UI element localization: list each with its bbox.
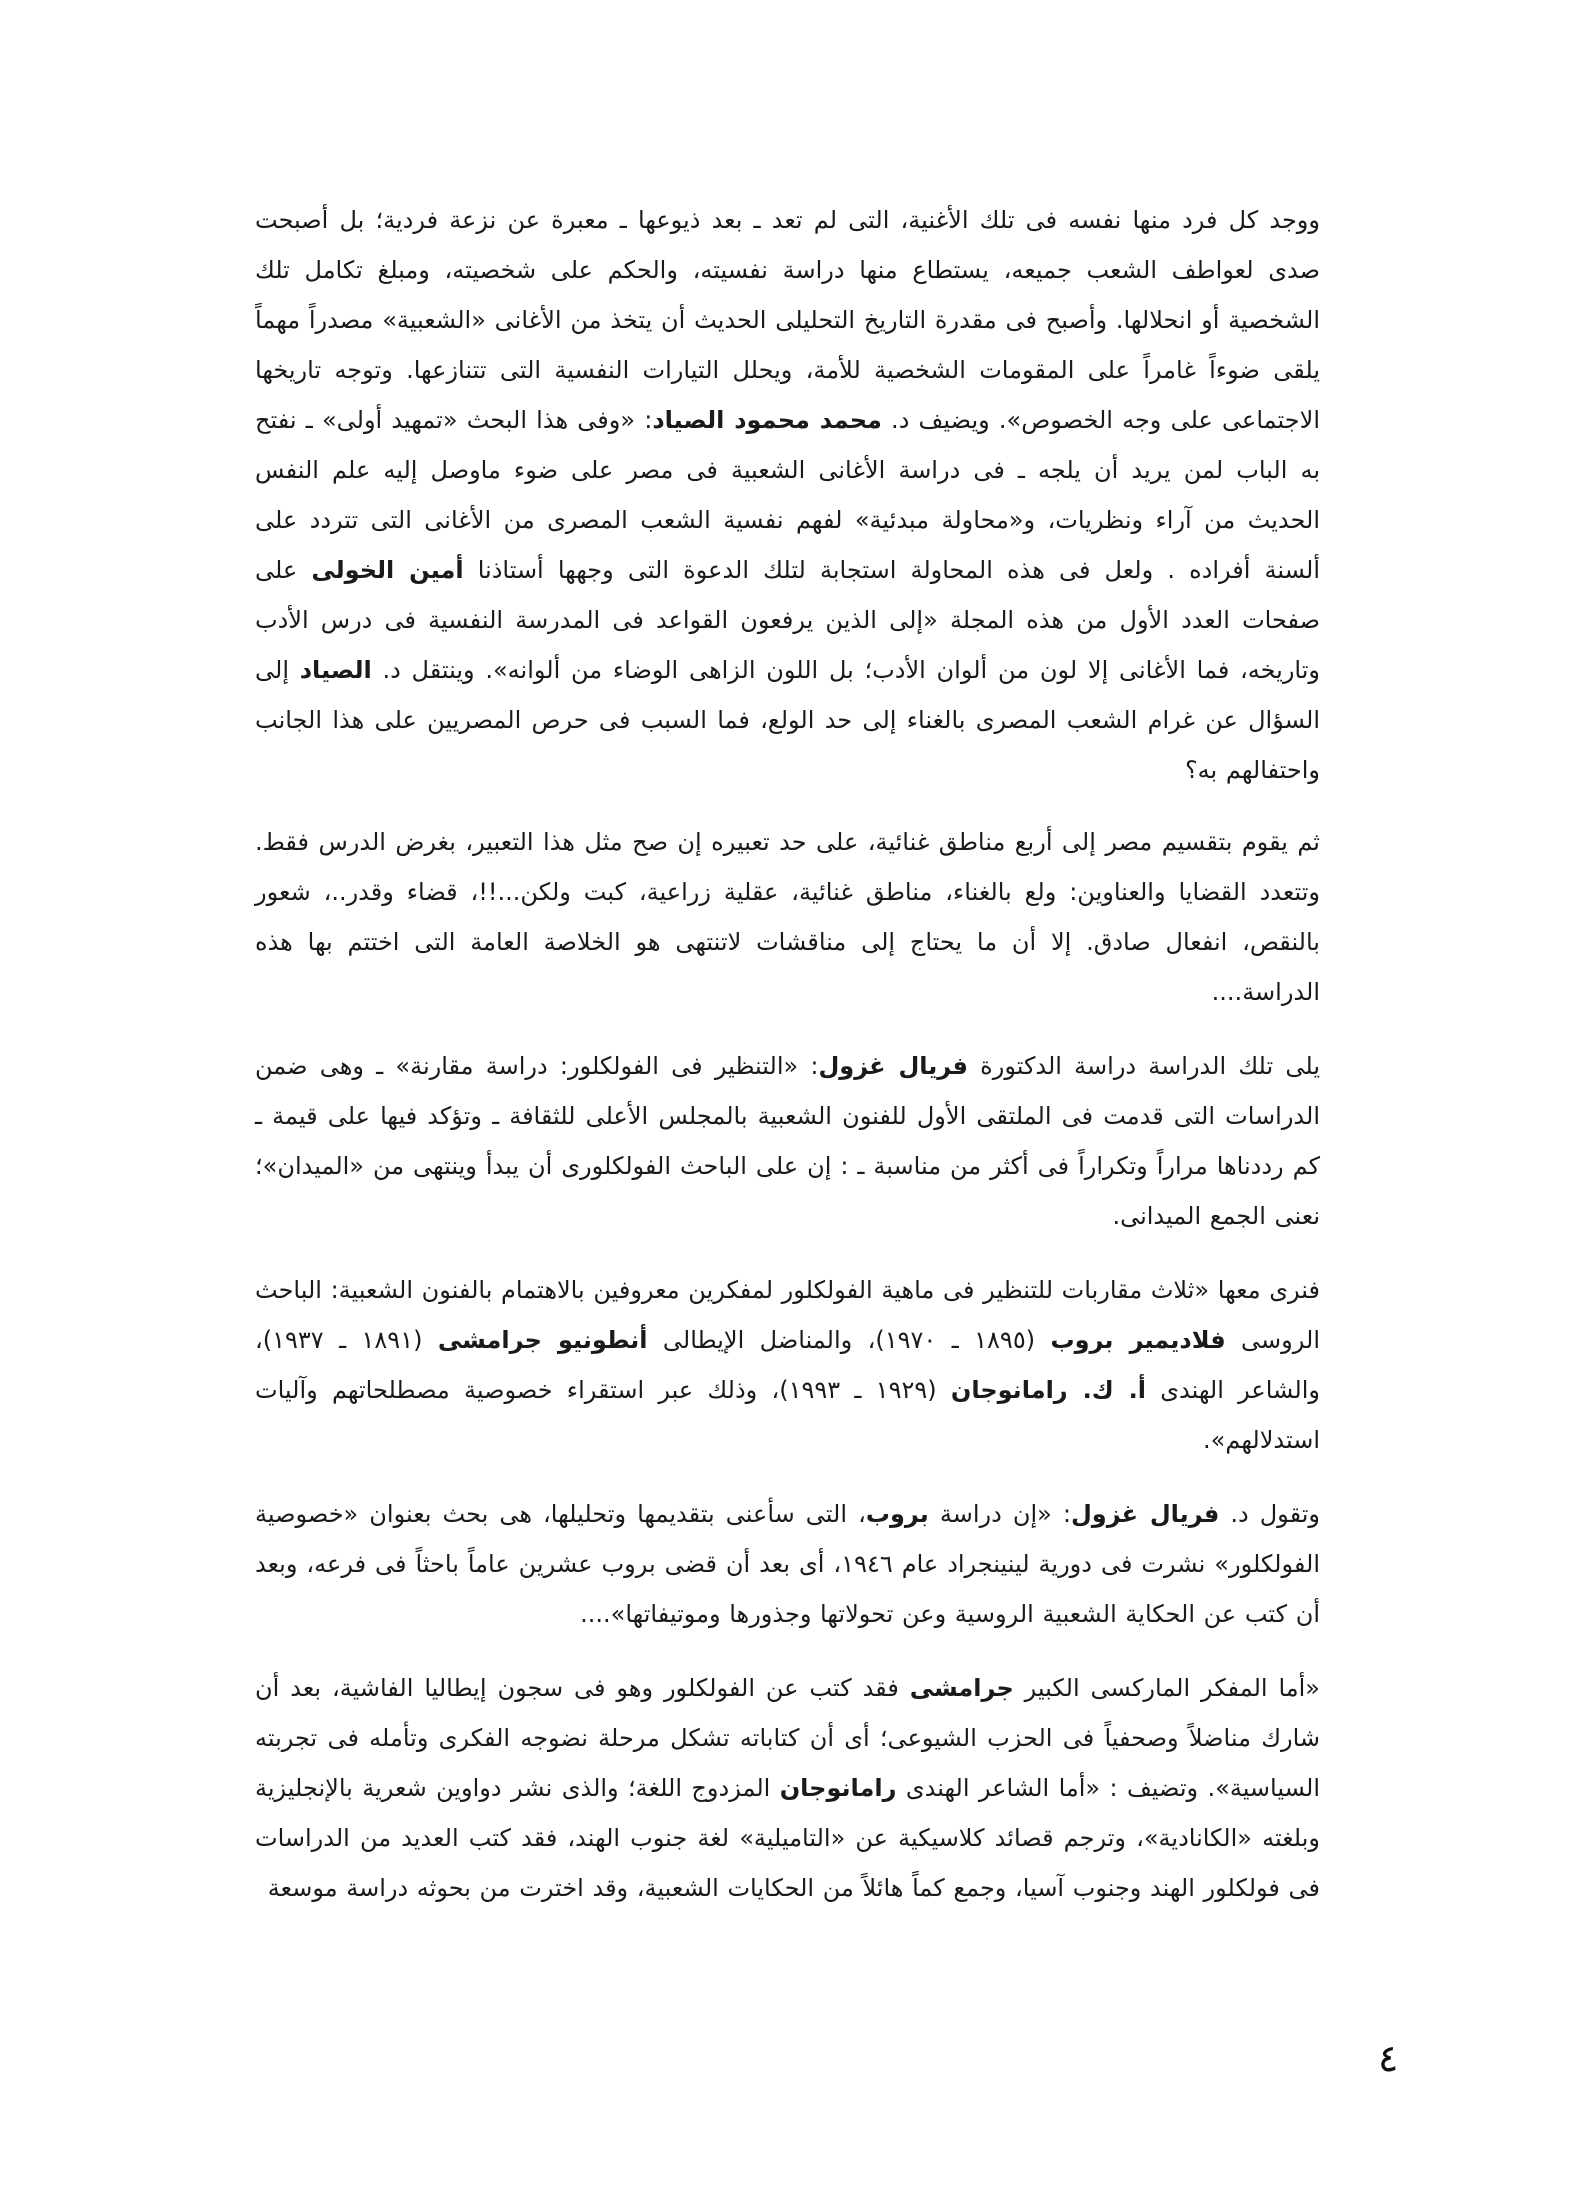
page-number: ٤ — [1378, 2036, 1399, 2080]
paragraph-text: : «إن دراسة — [928, 1500, 1071, 1528]
person-name: بروب — [865, 1500, 929, 1528]
paragraph-3 — [255, 1041, 1320, 1241]
paragraph-text: المزدوج اللغة؛ والذى نشر دواوين شعرية بالإنجليزية وبلغته «الكانادية»، وترجم قصائد كلاسيكية عن «التاميلية» لغة جنوب الهند، فقد كتب العديد من الدراسات فى فولكلور الهند وجنوب آسيا، وجمع كماً هائلاً من الحكايات الشعبية، وقد اخترت من بحوثه دراسة موسعة — [255, 1774, 1320, 1902]
article-body — [255, 195, 1320, 1913]
person-name: أ. ك. رامانوجان — [950, 1376, 1146, 1404]
paragraph-4 — [255, 1265, 1320, 1465]
paragraph-text: : «وفى هذا البحث «تمهيد أولى» ـ نفتح به الباب لمن يريد أن يلجه ـ فى دراسة الأغانى الشعبية فى مصر على ضوء ماوصل إليه علم النفس الحديث من آراء ونظريات، و«محاولة مبدئية» لفهم نفسية الشعب المصرى من الأغانى التى تتردد على ألسنة أفراده . ولعل فى هذه المحاولة استجابة لتلك الدعوة التى وجهها أستاذنا — [255, 406, 1320, 584]
paragraph-text: ثم يقوم بتقسيم مصر إلى أربع مناطق غنائية، على حد تعبيره إن صح مثل هذا التعبير، بغرض الدرس فقط. وتتعدد القضايا والعناوين: ولع بالغناء، مناطق غنائية، عقلية زراعية، كبت ولكن...!!، قضاء وقدر..، شعور بالنقص، انفعال صادق. إلا أن ما يحتاج إلى مناقشات لاتنتهى هو الخلاصة العامة التى اختتم بها هذه الدراسة.... — [255, 828, 1320, 1006]
paragraph-text: ، التى سأعنى بتقديمها وتحليلها، هى بحث بعنوان «خصوصية الفولكلور» نشرت فى دورية لينينجراد عام ١٩٤٦، أى بعد أن قضى بروب عشرين عاماً باحثاً فى فرعه، وبعد أن كتب عن الحكاية الشعبية الروسية وعن تحولاتها وجذورها وموتيفاتها».... — [255, 1500, 1321, 1628]
paragraph-text: (١٩٢٩ ـ ١٩٩٣)، وذلك عبر استقراء خصوصية مصطلحاتهم وآليات استدلالهم». — [255, 1376, 1320, 1454]
paragraph-text: وتقول د. — [1219, 1500, 1320, 1528]
paragraph-2 — [255, 817, 1320, 1017]
paragraph-text: «أما المفكر الماركسى الكبير — [1013, 1674, 1320, 1702]
paragraph-text: فقد كتب عن الفولكلور وهو فى سجون إيطاليا الفاشية، بعد أن شارك مناضلاً وصحفياً فى الحزب الشيوعى؛ أى أن كتاباته تشكل مرحلة نضوجه الفكرى وتأمله فى تجربته السياسية». وتضيف : «أما الشاعر الهندى — [255, 1674, 1320, 1802]
paragraph-1 — [255, 195, 1320, 795]
paragraph-text: : «التنظير فى الفولكلور: دراسة مقارنة» ـ وهى ضمن الدراسات التى قدمت فى الملتقى الأول للفنون الشعبية بالمجلس الأعلى للثقافة ـ وتؤكد فيها على قيمة ـ كم رددناها مراراً وتكراراً فى أكثر من مناسبة ـ : إن على الباحث الفولكلورى أن يبدأ وينتهى من «الميدان»؛ نعنى الجمع الميدانى. — [255, 1052, 1320, 1230]
paragraph-text: (١٨٩٥ ـ ١٩٧٠)، والمناضل الإيطالى — [647, 1326, 1051, 1354]
paragraph-text: إلى السؤال عن غرام الشعب المصرى بالغناء إلى حد الولع، فما السبب فى حرص المصريين على هذا الجانب واحتفالهم به؟ — [255, 656, 1320, 784]
paragraph-text: يلى تلك الدراسة دراسة الدكتورة — [967, 1052, 1321, 1080]
person-name: رامانوجان — [779, 1774, 897, 1802]
person-name: جرامشى — [909, 1674, 1014, 1702]
paragraph-5 — [255, 1489, 1320, 1639]
paragraph-text: فنرى معها «ثلاث مقاربات للتنظير فى ماهية الفولكلور لمفكرين معروفين بالاهتمام بالفنون الشعبية: الباحث الروسى — [255, 1276, 1320, 1354]
paragraph-text: (١٨٩١ ـ ١٩٣٧)، والشاعر الهندى — [255, 1326, 1320, 1404]
person-name: فريال غزول — [818, 1052, 968, 1080]
person-name: الصياد — [299, 656, 372, 684]
person-name: أمين الخولى — [311, 556, 464, 584]
person-name: أنطونيو جرامشى — [437, 1326, 648, 1354]
paragraph-6 — [255, 1663, 1320, 1913]
paragraph-text: على صفحات العدد الأول من هذه المجلة «إلى الذين يرفعون القواعد فى المدرسة النفسية فى درس الأدب وتاريخه، فما الأغانى إلا لون من ألوان الأدب؛ بل اللون الزاهى الوضاء من ألوانه». وينتقل د. — [255, 556, 1320, 684]
paragraph-text: ووجد كل فرد منها نفسه فى تلك الأغنية، التى لم تعد ـ بعد ذيوعها ـ معبرة عن نزعة فردية؛ بل أصبحت صدى لعواطف الشعب جميعه، يستطاع منها دراسة نفسيته، والحكم على شخصيته، ومبلغ تكامل تلك الشخصية أو انحلالها. وأصبح فى مقدرة التاريخ التحليلى الحديث أن يتخذ من الأغانى «الشعبية» مصدراً مهماً يلقى ضوءاً غامراً على المقومات الشخصية للأمة، ويحلل التيارات النفسية التى تتنازعها. وتوجه تاريخها الاجتماعى على وجه الخصوص». ويضيف د. — [255, 206, 1320, 434]
person-name: محمد محمود الصياد — [652, 406, 882, 434]
person-name: فريال غزول — [1070, 1500, 1220, 1528]
person-name: فلاديمير بروب — [1050, 1326, 1226, 1354]
